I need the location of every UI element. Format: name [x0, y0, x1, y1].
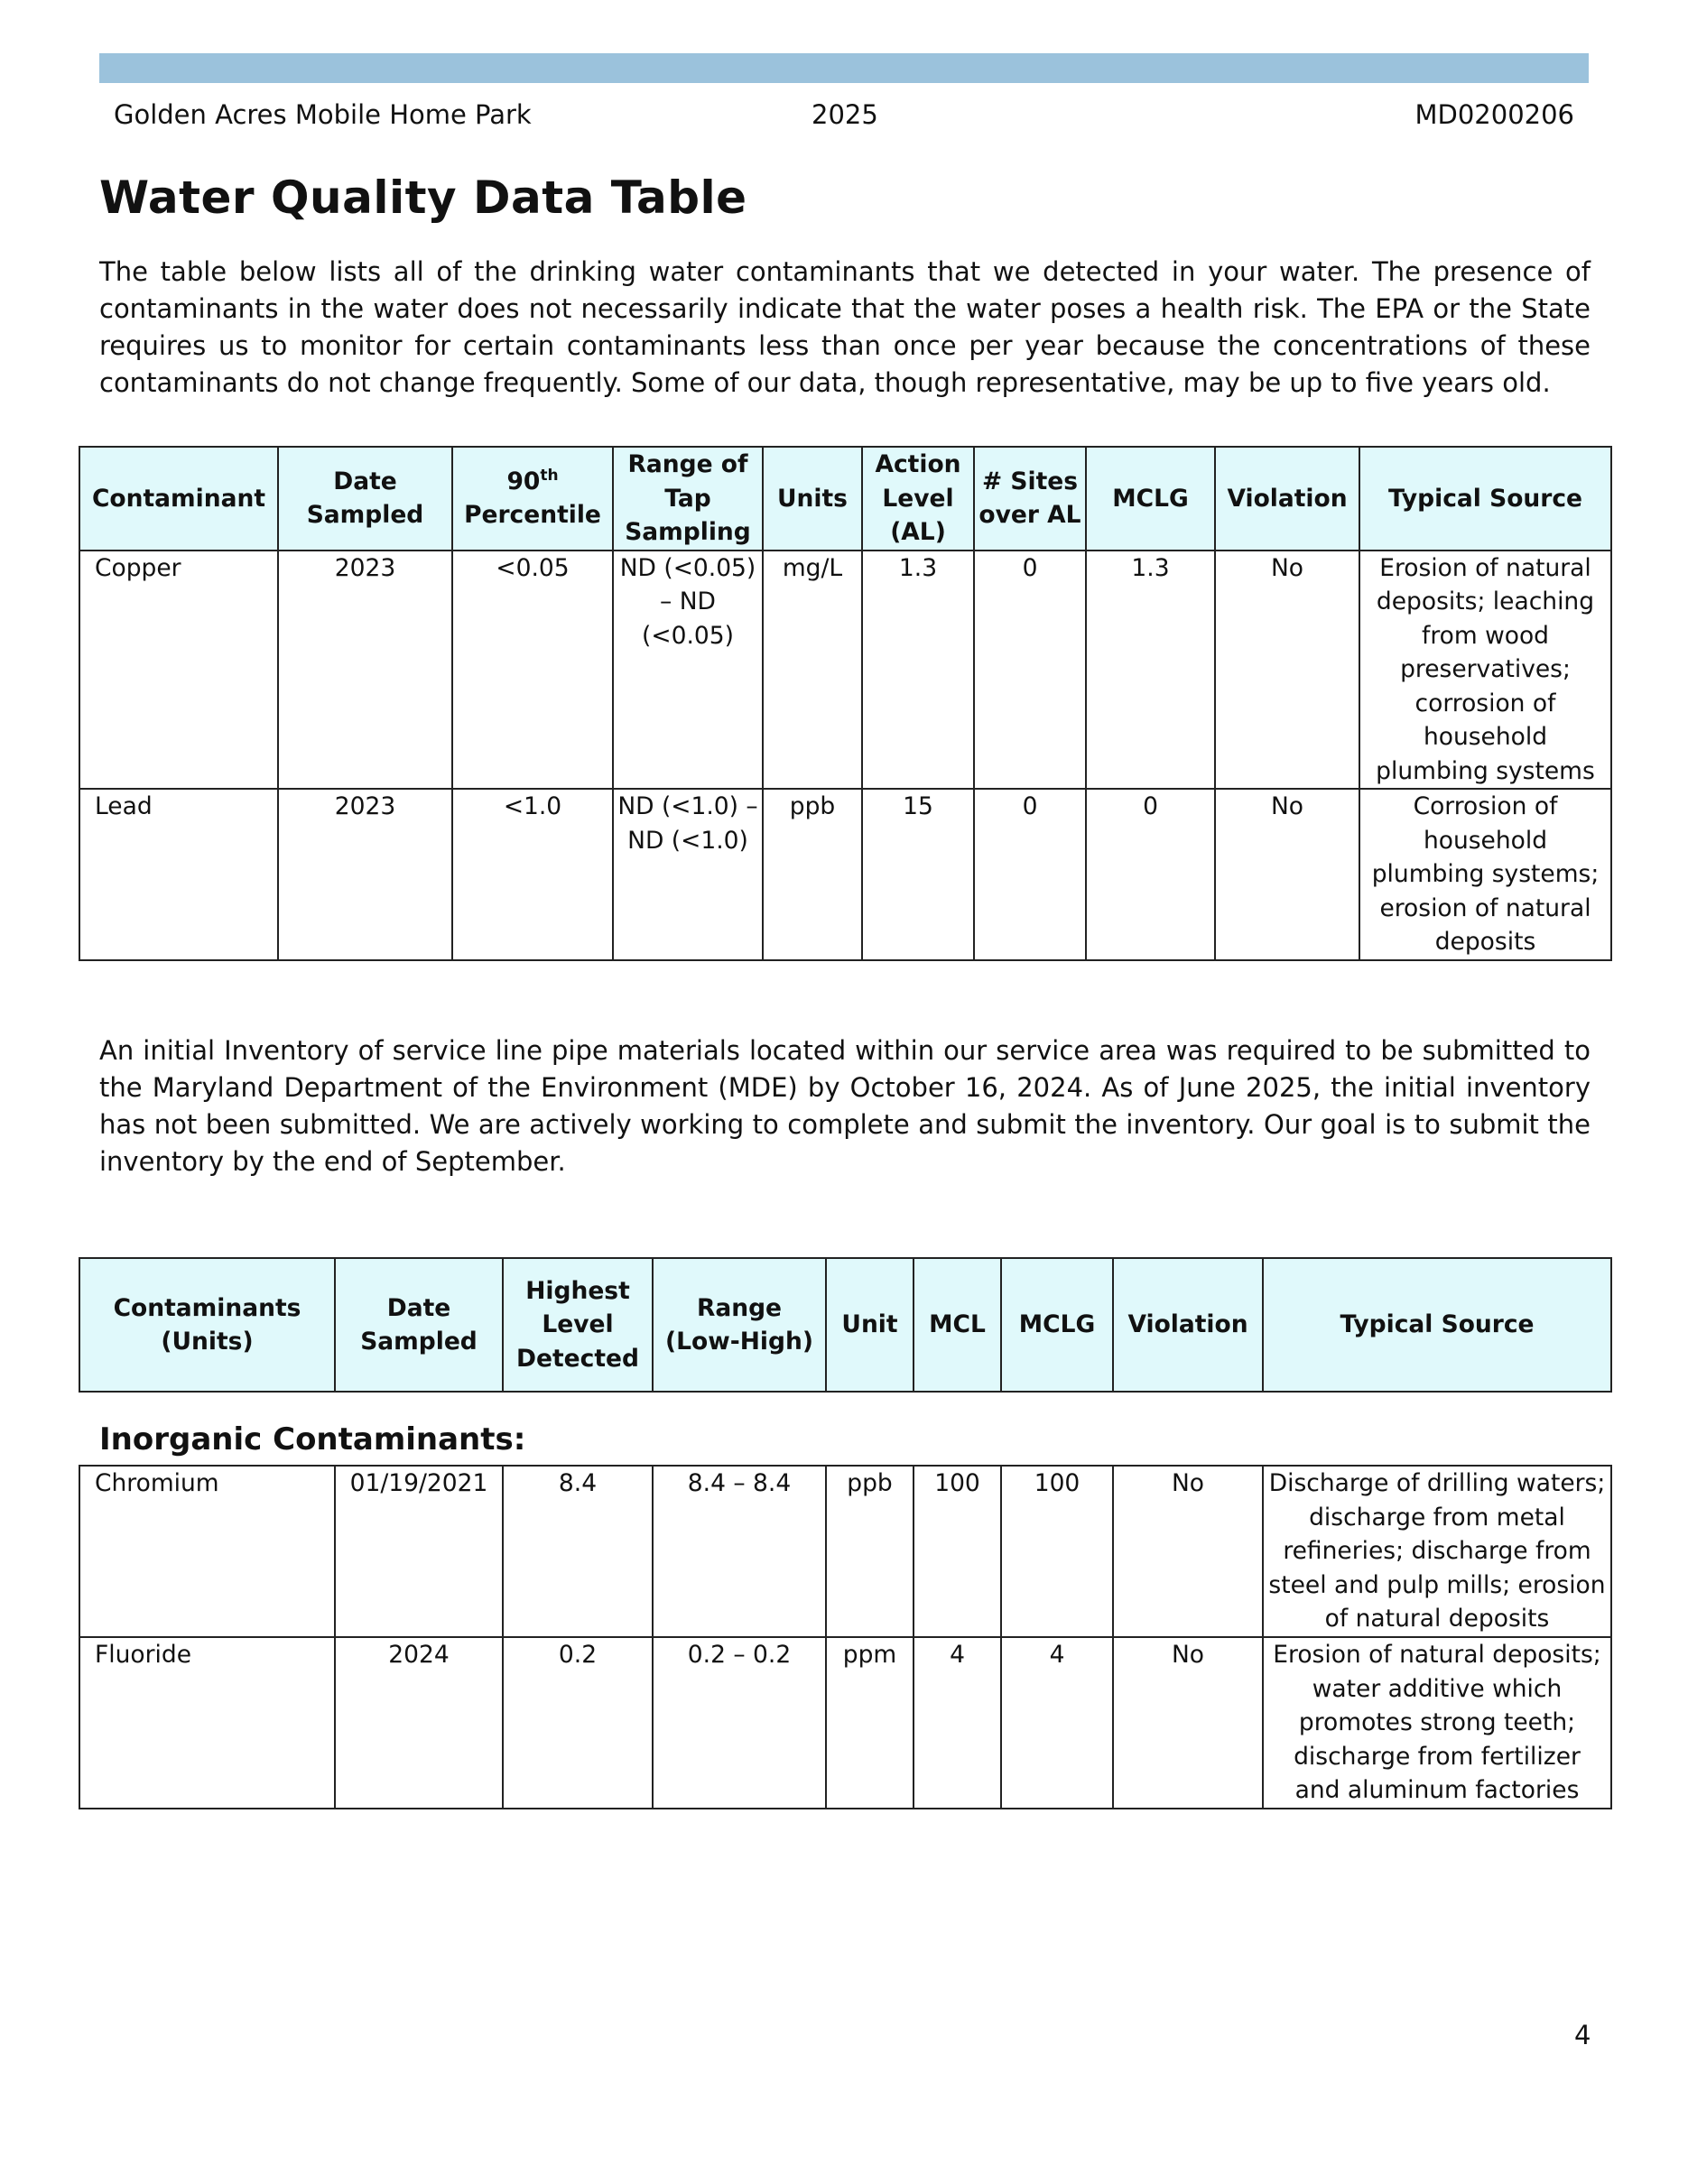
col-90th-percentile: 90th Percentile — [452, 447, 613, 551]
cell-violation: No — [1113, 1466, 1263, 1637]
cell-sites: 0 — [974, 789, 1086, 960]
cell-source: Discharge of drilling waters; discharge from metal refineries; discharge from steel and pulp mills; erosion of natural deposits — [1263, 1466, 1611, 1637]
header-band — [99, 53, 1589, 83]
cell-unit: ppm — [826, 1637, 914, 1809]
col-highest-level: Highest Level Detected — [503, 1258, 653, 1392]
contaminant-header-table — [79, 1257, 1612, 1393]
section-heading: Inorganic Contaminants: — [99, 1421, 526, 1458]
table-row — [79, 551, 1611, 790]
cell-mcl: 100 — [914, 1466, 1001, 1637]
col-contaminant: Contaminant — [79, 447, 278, 551]
col-sites-over-al: # Sites over AL — [974, 447, 1086, 551]
cell-unit: ppb — [826, 1466, 914, 1637]
page-title: Water Quality Data Table — [99, 171, 747, 224]
cell-highest: 0.2 — [503, 1637, 653, 1809]
report-year: 2025 — [812, 99, 878, 130]
table-row — [79, 789, 1611, 960]
cell-contaminant: Fluoride — [79, 1637, 335, 1809]
cell-range: 0.2 – 0.2 — [653, 1637, 826, 1809]
col-units: Units — [763, 447, 862, 551]
cell-mcl: 4 — [914, 1637, 1001, 1809]
cell-range: ND (<1.0) – ND (<1.0) — [613, 789, 763, 960]
cell-highest: 8.4 — [503, 1466, 653, 1637]
col-violation: Violation — [1215, 447, 1359, 551]
cell-range: ND (<0.05) – ND (<0.05) — [613, 551, 763, 790]
col-range: Range (Low-High) — [653, 1258, 826, 1392]
cell-contaminant: Lead — [79, 789, 278, 960]
cell-range: 8.4 – 8.4 — [653, 1466, 826, 1637]
cell-contaminant: Copper — [79, 551, 278, 790]
col-mclg: MCLG — [1086, 447, 1215, 551]
cell-sites: 0 — [974, 551, 1086, 790]
col-typical-source: Typical Source — [1359, 447, 1611, 551]
cell-mclg: 100 — [1001, 1466, 1113, 1637]
cell-violation: No — [1215, 789, 1359, 960]
cell-date: 2023 — [278, 551, 452, 790]
cell-action-level: 1.3 — [862, 551, 974, 790]
col-contaminants-units: Contaminants (Units) — [79, 1258, 335, 1392]
system-name: Golden Acres Mobile Home Park — [114, 99, 532, 130]
cell-violation: No — [1113, 1637, 1263, 1809]
col-mclg: MCLG — [1001, 1258, 1113, 1392]
col-violation: Violation — [1113, 1258, 1263, 1392]
col-range: Range of Tap Sampling — [613, 447, 763, 551]
table-row — [79, 1466, 1611, 1637]
cell-source: Corrosion of household plumbing systems; erosion of natural deposits — [1359, 789, 1611, 960]
lead-copper-table — [79, 446, 1612, 961]
pwsid: MD0200206 — [1414, 99, 1574, 130]
table-header-row — [79, 447, 1611, 551]
cell-source: Erosion of natural deposits; water additive which promotes strong teeth; discharge from fertilizer and aluminum factories — [1263, 1637, 1611, 1809]
table-row — [79, 1637, 1611, 1809]
cell-mclg: 4 — [1001, 1637, 1113, 1809]
cell-units: mg/L — [763, 551, 862, 790]
cell-90th: <0.05 — [452, 551, 613, 790]
col-action-level: Action Level (AL) — [862, 447, 974, 551]
cell-source: Erosion of natural deposits; leaching from wood preservatives; corrosion of household plumbing systems — [1359, 551, 1611, 790]
page-header — [114, 99, 1574, 135]
intro-paragraph: The table below lists all of the drinking water contaminants that we detected in your water. The presence of contaminants in the water does not necessarily indicate that the water poses a health risk. The EPA or the State requires us to monitor for certain contaminants less than once per year because the concentrations of these contaminants do not change frequently. Some of our data, though representative, may be up to five years old. — [99, 256, 1591, 398]
cell-mclg: 0 — [1086, 789, 1215, 960]
col-typical-source: Typical Source — [1263, 1258, 1611, 1392]
inorganic-contaminants-table — [79, 1465, 1612, 1809]
col-unit: Unit — [826, 1258, 914, 1392]
table-header-row — [79, 1258, 1611, 1392]
cell-90th: <1.0 — [452, 789, 613, 960]
col-date-sampled: Date Sampled — [335, 1258, 503, 1392]
col-date-sampled: Date Sampled — [278, 447, 452, 551]
cell-date: 01/19/2021 — [335, 1466, 503, 1637]
cell-mclg: 1.3 — [1086, 551, 1215, 790]
cell-violation: No — [1215, 551, 1359, 790]
page-number: 4 — [1574, 2020, 1591, 2050]
cell-units: ppb — [763, 789, 862, 960]
cell-contaminant: Chromium — [79, 1466, 335, 1637]
col-mcl: MCL — [914, 1258, 1001, 1392]
cell-date: 2023 — [278, 789, 452, 960]
cell-date: 2024 — [335, 1637, 503, 1809]
cell-action-level: 15 — [862, 789, 974, 960]
inventory-paragraph: An initial Inventory of service line pipe materials located within our service area was required to be submitted to the Maryland Department of the Environment (MDE) by October 16, 2024. As of June 2025, the initial inventory has not been submitted. We are actively working to complete and submit the inventory. Our goal is to submit the inventory by the end of September. — [99, 1035, 1591, 1177]
